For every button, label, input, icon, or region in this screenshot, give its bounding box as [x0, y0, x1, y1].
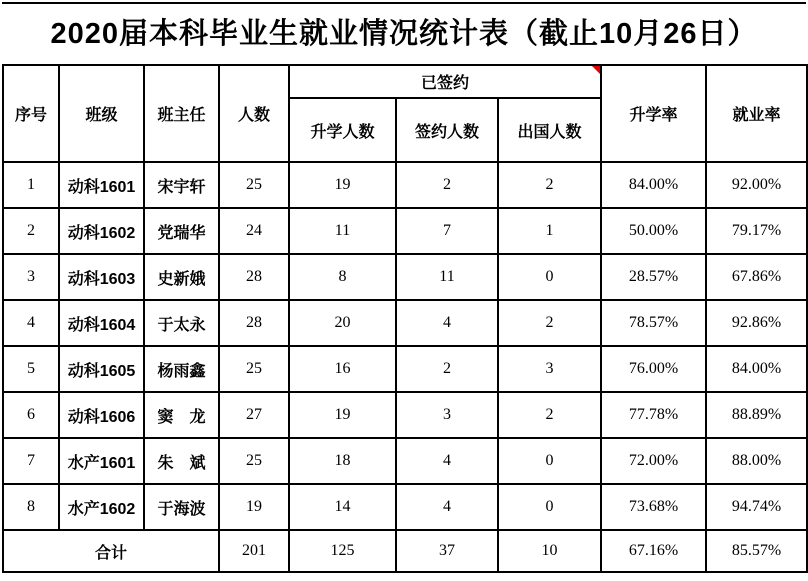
- cell-employ-rate: 94.74%: [706, 484, 807, 530]
- header-cell-signed-count: 签约人数: [396, 98, 498, 162]
- cell-advance: 19: [289, 162, 396, 208]
- header-row-top: [3, 65, 807, 98]
- table-row: [3, 438, 807, 484]
- cell-class: 动科1603: [59, 254, 144, 300]
- cell-employ-rate: 92.00%: [706, 162, 807, 208]
- total-advance: 125: [289, 530, 396, 572]
- table-header: [3, 65, 807, 162]
- cell-advance: 16: [289, 346, 396, 392]
- cell-employ-rate: 92.86%: [706, 300, 807, 346]
- table-body: [3, 162, 807, 530]
- cell-advance-rate: 28.57%: [601, 254, 706, 300]
- cell-teacher: 党瑞华: [144, 208, 219, 254]
- total-label: 合计: [3, 530, 219, 572]
- cell-advance: 14: [289, 484, 396, 530]
- top-rule: [2, 2, 806, 4]
- cell-signed: 11: [396, 254, 498, 300]
- cell-abroad: 0: [498, 484, 601, 530]
- cell-count: 24: [219, 208, 289, 254]
- table-row: [3, 300, 807, 346]
- cell-teacher: 史新娥: [144, 254, 219, 300]
- cell-class: 动科1606: [59, 392, 144, 438]
- cell-abroad: 0: [498, 254, 601, 300]
- total-abroad: 10: [498, 530, 601, 572]
- cell-teacher: 于海波: [144, 484, 219, 530]
- table-row: [3, 346, 807, 392]
- header-cell-no: 序号: [3, 65, 59, 162]
- cell-class: 水产1601: [59, 438, 144, 484]
- cell-advance-rate: 77.78%: [601, 392, 706, 438]
- cell-signed: 7: [396, 208, 498, 254]
- cell-abroad: 1: [498, 208, 601, 254]
- cell-advance-rate: 73.68%: [601, 484, 706, 530]
- cell-abroad: 2: [498, 162, 601, 208]
- cell-employ-rate: 84.00%: [706, 346, 807, 392]
- cell-class: 动科1601: [59, 162, 144, 208]
- cell-teacher: 杨雨鑫: [144, 346, 219, 392]
- header-cell-abroad-count: 出国人数: [498, 98, 601, 162]
- cell-class: 水产1602: [59, 484, 144, 530]
- cell-count: 28: [219, 254, 289, 300]
- cell-class: 动科1604: [59, 300, 144, 346]
- cell-advance: 20: [289, 300, 396, 346]
- cell-advance-rate: 84.00%: [601, 162, 706, 208]
- cell-signed: 4: [396, 300, 498, 346]
- cell-signed: 2: [396, 162, 498, 208]
- row-no: 2: [3, 208, 59, 254]
- cell-advance-rate: 50.00%: [601, 208, 706, 254]
- cell-advance-rate: 78.57%: [601, 300, 706, 346]
- row-no: 3: [3, 254, 59, 300]
- cell-advance: 19: [289, 392, 396, 438]
- table-row: [3, 208, 807, 254]
- cell-abroad: 2: [498, 392, 601, 438]
- cell-count: 27: [219, 392, 289, 438]
- row-no: 7: [3, 438, 59, 484]
- header-cell-signed-group: [289, 65, 601, 98]
- cell-advance-rate: 72.00%: [601, 438, 706, 484]
- cell-employ-rate: 88.00%: [706, 438, 807, 484]
- cell-employ-rate: 79.17%: [706, 208, 807, 254]
- header-cell-advance-count: 升学人数: [289, 98, 396, 162]
- row-no: 4: [3, 300, 59, 346]
- total-advance-rate: 67.16%: [601, 530, 706, 572]
- row-no: 5: [3, 346, 59, 392]
- cell-signed: 4: [396, 438, 498, 484]
- comment-marker-icon: [592, 66, 600, 74]
- row-no: 8: [3, 484, 59, 530]
- total-row: [3, 530, 807, 572]
- row-no: 1: [3, 162, 59, 208]
- cell-advance: 11: [289, 208, 396, 254]
- cell-abroad: 2: [498, 300, 601, 346]
- header-signed-group-label: 已签约: [420, 75, 469, 92]
- cell-advance-rate: 76.00%: [601, 346, 706, 392]
- cell-count: 25: [219, 346, 289, 392]
- cell-class: 动科1602: [59, 208, 144, 254]
- cell-signed: 2: [396, 346, 498, 392]
- total-count: 201: [219, 530, 289, 572]
- cell-abroad: 3: [498, 346, 601, 392]
- cell-advance: 18: [289, 438, 396, 484]
- table-footer: [3, 530, 807, 572]
- cell-signed: 3: [396, 392, 498, 438]
- cell-employ-rate: 88.89%: [706, 392, 807, 438]
- table-row: [3, 484, 807, 530]
- cell-count: 25: [219, 162, 289, 208]
- header-cell-class: 班级: [59, 65, 144, 162]
- cell-count: 25: [219, 438, 289, 484]
- cell-count: 28: [219, 300, 289, 346]
- header-cell-employ-rate: 就业率: [706, 65, 807, 162]
- statistics-table: [2, 64, 808, 573]
- cell-abroad: 0: [498, 438, 601, 484]
- cell-teacher: 于太永: [144, 300, 219, 346]
- table-row: [3, 254, 807, 300]
- cell-teacher: 窦 龙: [144, 392, 219, 438]
- header-cell-advance-rate: 升学率: [601, 65, 706, 162]
- cell-class: 动科1605: [59, 346, 144, 392]
- table-row: [3, 392, 807, 438]
- cell-employ-rate: 67.86%: [706, 254, 807, 300]
- row-no: 6: [3, 392, 59, 438]
- header-cell-count: 人数: [219, 65, 289, 162]
- header-cell-teacher: 班主任: [144, 65, 219, 162]
- cell-signed: 4: [396, 484, 498, 530]
- cell-advance: 8: [289, 254, 396, 300]
- cell-teacher: 宋宇轩: [144, 162, 219, 208]
- cell-teacher: 朱 斌: [144, 438, 219, 484]
- total-employ-rate: 85.57%: [706, 530, 807, 572]
- page-title: 2020届本科毕业生就业情况统计表（截止10月26日）: [50, 18, 758, 50]
- total-signed: 37: [396, 530, 498, 572]
- cell-count: 19: [219, 484, 289, 530]
- table-row: [3, 162, 807, 208]
